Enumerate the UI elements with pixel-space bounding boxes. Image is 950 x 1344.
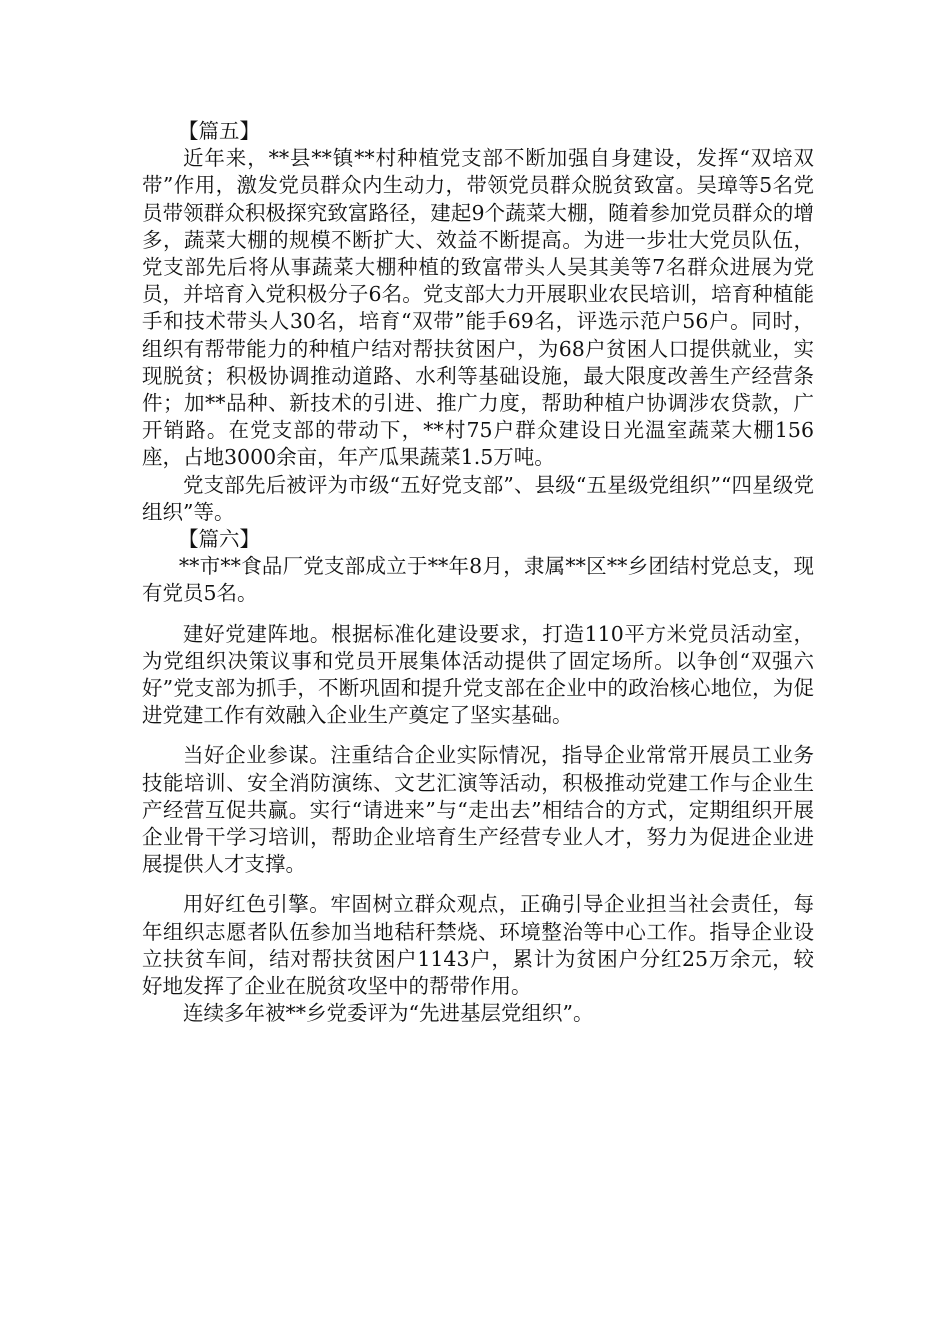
section-6-paragraph-3: 当好企业参谋。注重结合企业实际情况，指导企业常常开展员工业务技能培训、安全消防演练、文艺汇演等活动，积极推动党建工作与企业生产经营互促共赢。实行“请进来”与“走出去”相结合的方式，定期组织开展企业骨干学习培训，帮助企业培育生产经营专业人才，努力为促进企业进展提供人才支撑。 [142,743,814,877]
section-5-paragraph-2: 党支部先后被评为市级“五好党支部”、县级“五星级党组织”“四星级党组织”等。 [142,472,814,524]
section-6-paragraph-1: **市**食品厂党支部成立于**年8月，隶属**区**乡团结村党总支，现有党员5名。 [142,554,814,606]
section-5-paragraph-1: 近年来，**县**镇**村种植党支部不断加强自身建设，发挥“双培双带”作用，激发党员群众内生动力，带领党员群众脱贫致富。吴璋等5名党员带领群众积极探究致富路径，建起9个蔬菜大棚，随着参加党员群众的增多，蔬菜大棚的规模不断扩大、效益不断提高。为进一步壮大党员队伍，党支部先后将从事蔬菜大棚种植的致富带头人吴其美等7名群众进展为党员，并培育入党积极分子6名。党支部大力开展职业农民培训，培育种植能手和技术带头人30名，培育“双带”能手69名，评选示范户56户。同时，组织有帮带能力的种植户结对帮扶贫困户，为68户贫困人口提供就业，实现脱贫；积极协调推动道路、水利等基础设施，最大限度改善生产经营条件；加**品种、新技术的引进、推广力度，帮助种植户协调涉农贷款，广开销路。在党支部的带动下，**村75户群众建设日光温室蔬菜大棚156座，占地3000余亩，年产瓜果蔬菜1.5万吨。 [142,146,814,470]
section-heading-6: 【篇六】 [178,527,260,552]
section-6-paragraph-4: 用好红色引擎。牢固树立群众观点，正确引导企业担当社会责任，每年组织志愿者队伍参加当地秸秆禁烧、环境整治等中心工作。指导企业设立扶贫车间，结对帮扶贫困户1143户，累计为贫困户分红25万余元，较好地发挥了企业在脱贫攻坚中的帮带作用。 [142,892,814,999]
section-6-paragraph-2: 建好党建阵地。根据标准化建设要求，打造110平方米党员活动室，为党组织决策议事和党员开展集体活动提供了固定场所。以争创“双强六好”党支部为抓手，不断巩固和提升党支部在企业中的政治核心地位，为促进党建工作有效融入企业生产奠定了坚实基础。 [142,621,814,728]
section-6-paragraph-5: 连续多年被**乡党委评为“先进基层党组织”。 [183,1001,594,1026]
section-heading-5: 【篇五】 [178,119,260,143]
document-body [142,118,814,1028]
